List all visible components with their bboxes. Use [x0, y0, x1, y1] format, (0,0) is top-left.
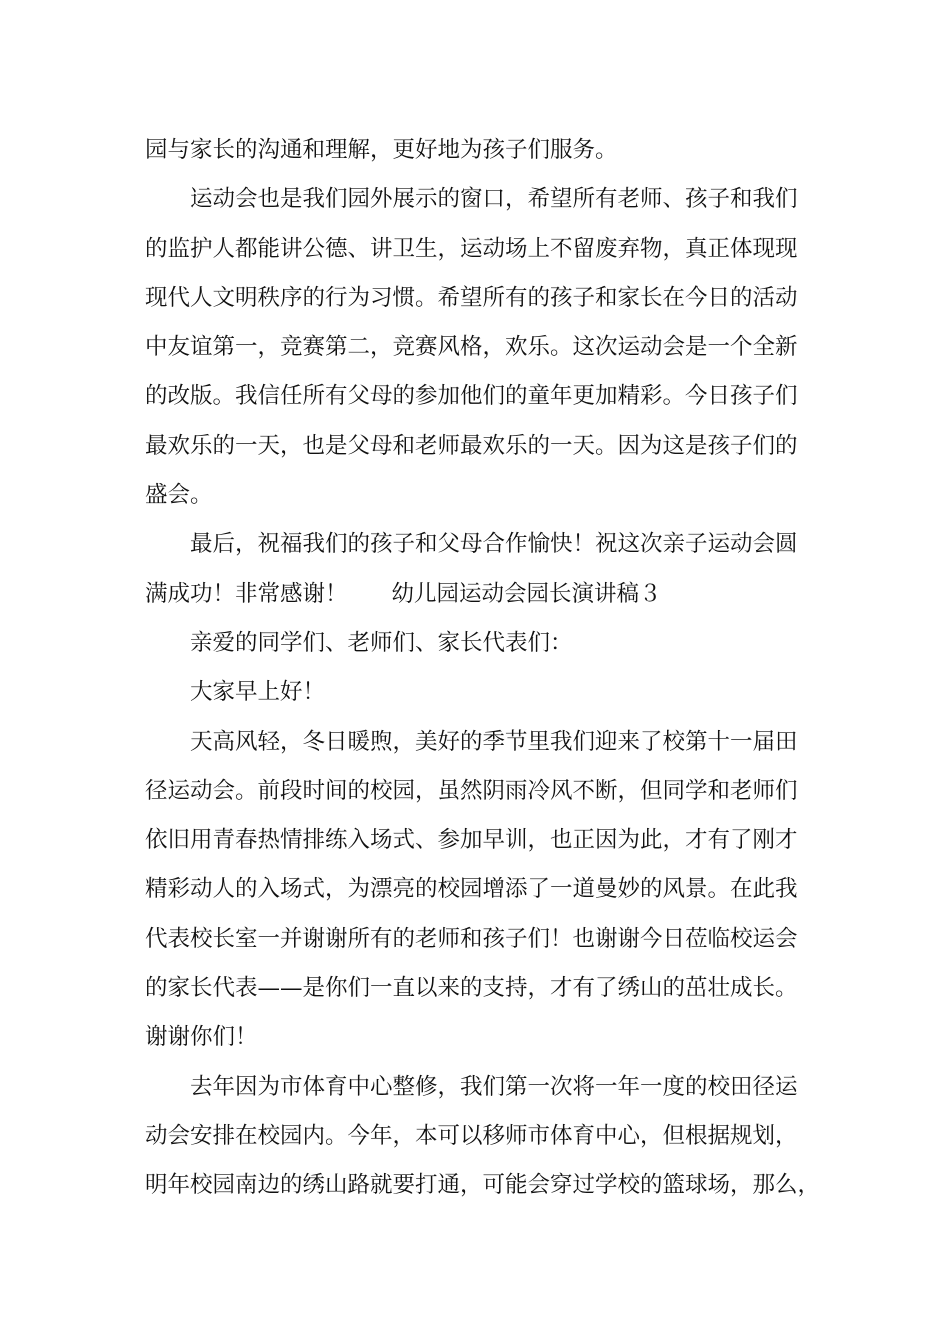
greeting-line: 大家早上好！: [190, 679, 326, 706]
text-line: 最后，祝福我们的孩子和父母合作愉快！祝这次亲子运动会圆: [190, 531, 798, 558]
text-line: 运动会也是我们园外展示的窗口，希望所有老师、孩子和我们: [190, 186, 798, 213]
section-heading: 幼儿园运动会园长演讲稿３: [391, 580, 662, 607]
text-line: 依旧用青春热情排练入场式、参加早训，也正因为此，才有了刚才: [145, 827, 798, 854]
greeting-line: 亲爱的同学们、老师们、家长代表们：: [190, 629, 573, 656]
text-line: 谢谢你们！: [145, 1024, 258, 1051]
text-line: [145, 570, 815, 619]
text-line: 的改版。我信任所有父母的参加他们的童年更加精彩。今日孩子们: [145, 383, 798, 410]
text-line: 中友谊第一，竞赛第二，竞赛风格，欢乐。这次运动会是一个全新: [145, 334, 798, 361]
text-line: 精彩动人的入场式，为漂亮的校园增添了一道曼妙的风景。在此我: [145, 876, 798, 903]
text-line: 明年校园南边的绣山路就要打通，可能会穿过学校的篮球场，那么，: [145, 1172, 821, 1199]
text-line: 径运动会。前段时间的校园，虽然阴雨冷风不断，但同学和老师们: [145, 777, 798, 804]
document-body: [145, 126, 821, 1211]
text-line: 天高风轻，冬日暖煦，美好的季节里我们迎来了校第十一届田: [190, 728, 798, 755]
text-line: 现代人文明秩序的行为习惯。希望所有的孩子和家长在今日的活动: [145, 284, 798, 311]
text-line: 盛会。: [145, 482, 213, 509]
text-line: 去年因为市体育中心整修，我们第一次将一年一度的校田径运: [190, 1073, 798, 1100]
closing-text: 满成功！非常感谢！: [145, 580, 348, 607]
text-line: 代表校长室一并谢谢所有的老师和孩子们！也谢谢今日莅临校运会: [145, 925, 798, 952]
text-line: 的监护人都能讲公德、讲卫生，运动场上不留废弃物，真正体现现: [145, 235, 798, 262]
text-line: 最欢乐的一天，也是父母和老师最欢乐的一天。因为这是孩子们的: [145, 432, 798, 459]
text-line: 园与家长的沟通和理解，更好地为孩子们服务。: [145, 137, 618, 163]
text-line: 的家长代表——是你们一直以来的支持，才有了绣山的茁壮成长。: [145, 975, 798, 1002]
text-line: 动会安排在校园内。今年，本可以移师市体育中心，但根据规划，: [145, 1122, 798, 1149]
